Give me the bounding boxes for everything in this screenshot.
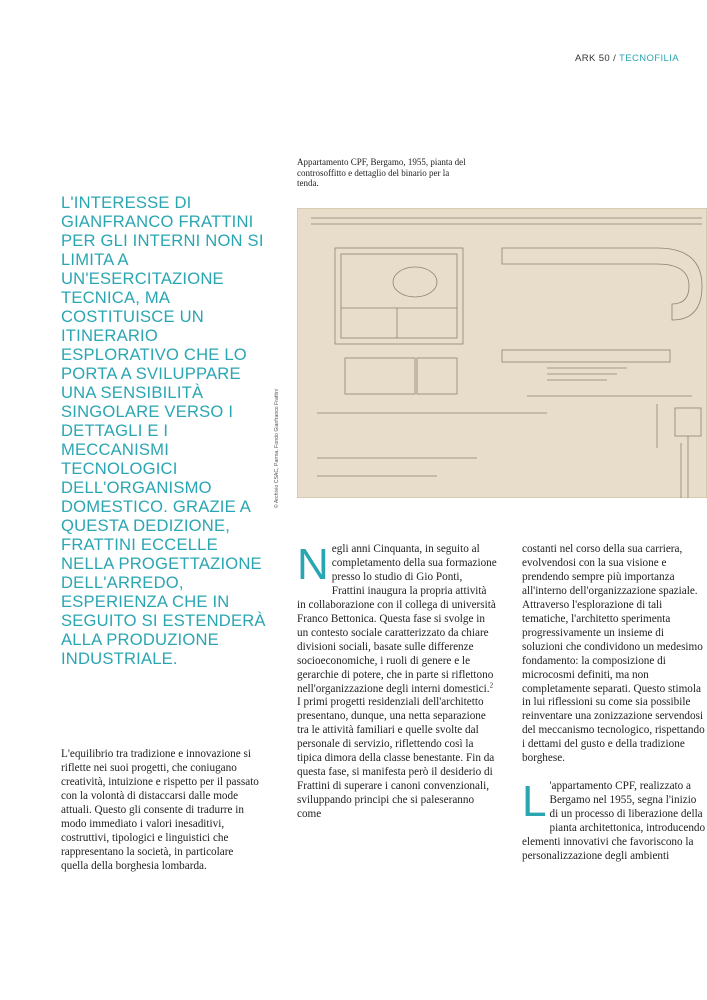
pull-quote: L'INTERESSE DI GIANFRANCO FRATTINI PER GLI INTERNI NON SI LIMITA A UN'ESERCITAZIONE TECNICA, MA COSTITUISCE UN ITINERARIO ESPLORATIVO CHE LO PORTA A SVILUPPARE UNA SENSIBILITÀ SINGOLARE VERSO I DETTAGLI E I MECCANISMI TECNOLOGICI DELL'ORGANISMO DOMESTICO. GRAZIE A QUESTA DEDIZIONE, FRATTINI ECCELLE NELLA PROGETTAZIONE DELL'ARREDO, ESPERIENZA CHE IN SEGUITO SI ESTENDERÀ ALLA PRODUZIONE INDUSTRIALE. — [61, 193, 266, 668]
figure-caption: Appartamento CPF, Bergamo, 1955, pianta del controsoffitto e dettaglio del binario per la tenda. — [297, 157, 466, 188]
body-column-1 — [61, 748, 261, 874]
body-column-3 — [522, 543, 707, 864]
footnote-marker: 2 — [489, 680, 494, 689]
paragraph-text: I primi progetti residenziali dell'architetto presentano, dunque, una netta separazione tra le attività familiari e quelle svolte dal personale di servizio, riflettendo così la tipica dimora della classe benestante. Fin da questa fase, si manifesta però il desiderio di Frattini di superare i canoni convenzionali, sviluppando principi che si paleseranno come — [297, 696, 495, 821]
body-column-2 — [297, 540, 497, 822]
paragraph: L'equilibrio tra tradizione e innovazione si riflette nei suoi progetti, che coniugano creatività, intuizione e rispetto per il passato con la volontà di distaccarsi dalle mode attuali. Questo gli consente di tradurre in modo immediato i valori inesaditivi, costruttivi, tipologici e linguistici che rappresentano la società, in particolare quella della borghesia lombarda. — [61, 748, 259, 872]
paragraph — [522, 777, 707, 864]
paragraph-text: egli anni Cinquanta, in seguito al completamento della sua formazione presso lo studio di Gio Ponti, Frattini inaugura la propria attività in collaborazione con il collega di università Franco Bettonica. Questa fase si svolge in un contesto sociale caratterizzato da chiare divisioni sociali, basate sulle differenze socioeconomiche, i ruoli di genere e le gerarchie di potere, che in parte si riflettono nell'organizzazione degli interni domestici. — [297, 543, 497, 695]
drop-cap: N — [297, 540, 329, 589]
drop-cap: L — [522, 777, 547, 827]
page-header — [575, 53, 679, 64]
paragraph: costanti nel corso della sua carriera, evolvendosi con la sua visione e prendendo sempre più importanza all'interno dell'organizzazione spaziale. Attraverso l'esplorazione di tali tematiche, l'architetto sperimenta progressivamente un insieme di soluzioni che condividono un medesimo fondamento: la composizione di microcosmi definiti, ma non completamente separati. Questo stimola in lui riflessioni su come sia possibile reinventare una zonizzazione servendosi del meccanismo tecnologico, rispettando i dettami del gusto e della tradizione borghese. — [522, 543, 705, 765]
photo-credit-text: © Archivio CSAC, Parma, Fondo Gianfranco Frattini — [274, 389, 280, 509]
photo-credit — [274, 389, 288, 509]
floor-plan-drawing — [297, 208, 707, 498]
paragraph — [297, 540, 497, 822]
section-label: TECNOFILIA — [619, 53, 679, 64]
issue-label: ARK 50 / — [574, 53, 617, 64]
paragraph-text: 'appartamento CPF, realizzato a Bergamo nel 1955, segna l'inizio di un processo di liberazione della pianta architettonica, introducendo elementi innovativi che favoriscono la personalizzazione degli ambienti — [522, 780, 706, 863]
architectural-drawing — [297, 208, 707, 498]
